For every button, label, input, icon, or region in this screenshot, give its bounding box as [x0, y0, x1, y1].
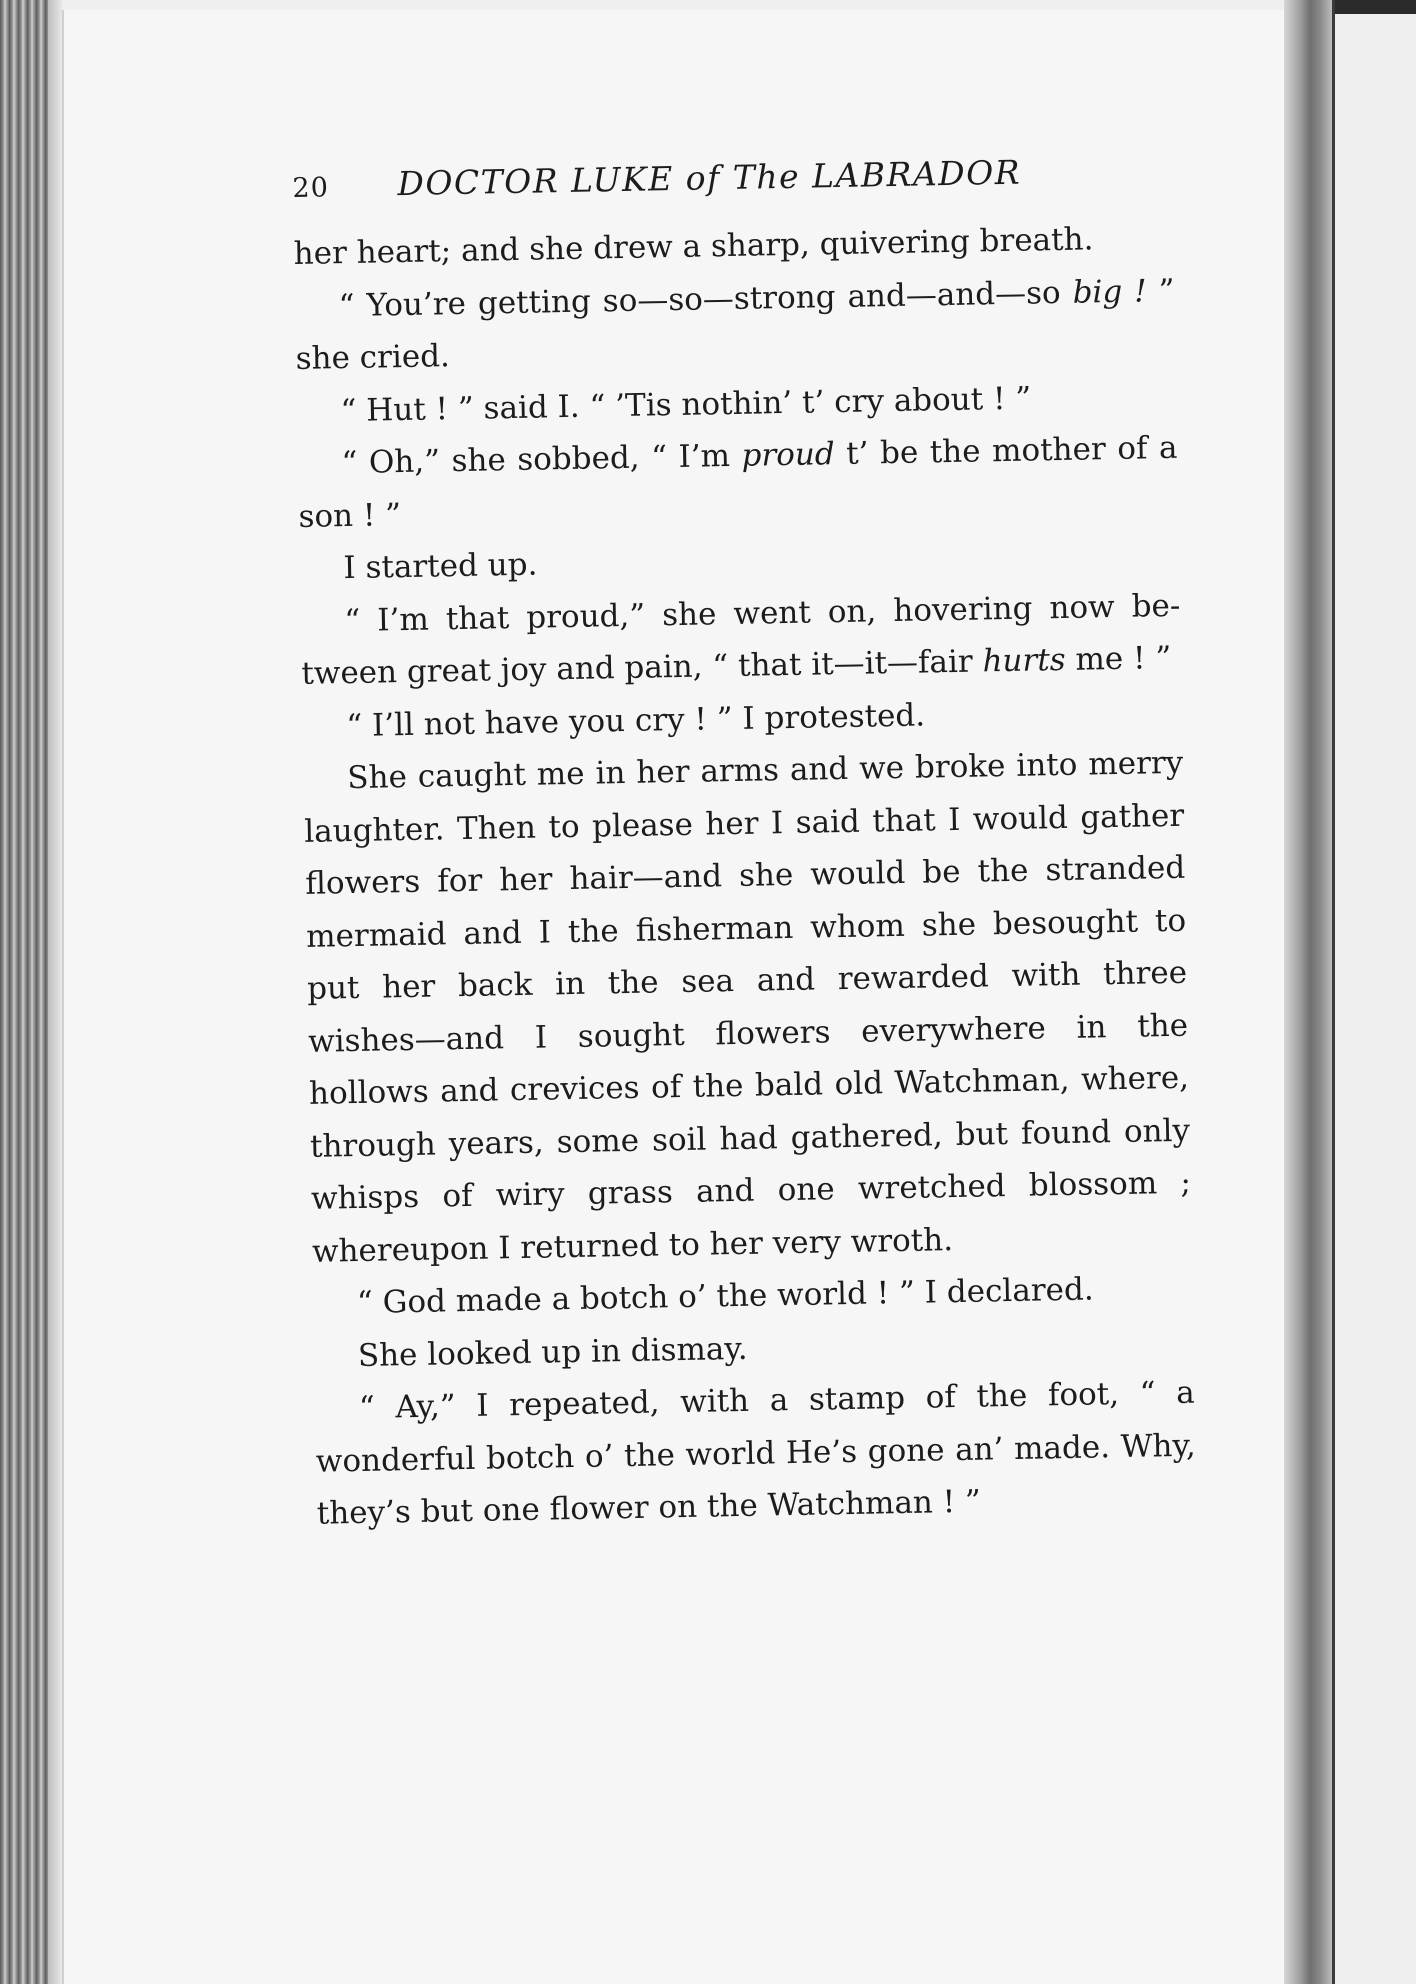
paragraph: [303, 737, 1192, 1278]
text-run: “ I’ll not have you cry ! ” I protested.: [346, 696, 926, 744]
italic-text: big !: [1072, 272, 1148, 311]
facing-page-edge: [1332, 0, 1416, 1984]
text-run: “ Hut ! ” said I. “ ’Tis nothin’ t’ cry about ! ”: [340, 379, 1032, 429]
page-number: 20: [292, 172, 330, 204]
text-run: her heart; and she drew a sharp, quivering breath.: [293, 221, 1094, 272]
italic-text: hurts: [982, 641, 1066, 680]
paragraph: [300, 579, 1182, 700]
text-run: “ Ay,” I repeated, with a stamp of the foot, “ a wonderful botch o’ the world He’s gone an’ made. Why, they’s but one flower on the Watchman ! ”: [315, 1374, 1197, 1532]
page-edges: [0, 0, 62, 1984]
text-run: “ You’re getting so—so—strong and—and—so: [338, 274, 1073, 324]
text-run: “ Oh,” she sobbed, “ I’m: [341, 437, 742, 482]
text-run: ” she cried.: [295, 272, 1175, 377]
running-title: DOCTOR LUKE of The LABRADOR: [397, 152, 1022, 204]
text-run: “ God made a botch o’ the world ! ” I declared.: [356, 1271, 1094, 1321]
book-gutter: [1284, 0, 1332, 1984]
text-run: “ I’m that proud,” she went on, hovering now between great joy and pain, “ that it—it—fair: [301, 587, 1181, 692]
paragraph: [314, 1367, 1197, 1541]
paragraph: [294, 264, 1176, 385]
text-run: She caught me in her arms and we broke into merry laughter. Then to please her I said that I would gather flowers for her hair—and she would be the stranded mermaid and I the fisherman whom she besought to put her back in the sea and rewarded with three wishes—and I sought flowers everywhere in the hollows and crevices of the bald old Watchman, where, through years, some soil had gathered, but found only whisps of wiry grass and one wretched blossom ; whereupon I returned to her very wroth.: [303, 744, 1192, 1270]
page-text: [292, 144, 1197, 1540]
text-run: I started up.: [343, 546, 538, 587]
text-run: t’ be the mother of a son ! ”: [298, 429, 1178, 535]
italic-text: proud: [741, 436, 836, 474]
text-run: me ! ”: [1065, 639, 1172, 678]
body-text: [293, 212, 1197, 1540]
text-run: She looked up in dismay.: [357, 1330, 748, 1374]
paragraph: [297, 422, 1179, 543]
